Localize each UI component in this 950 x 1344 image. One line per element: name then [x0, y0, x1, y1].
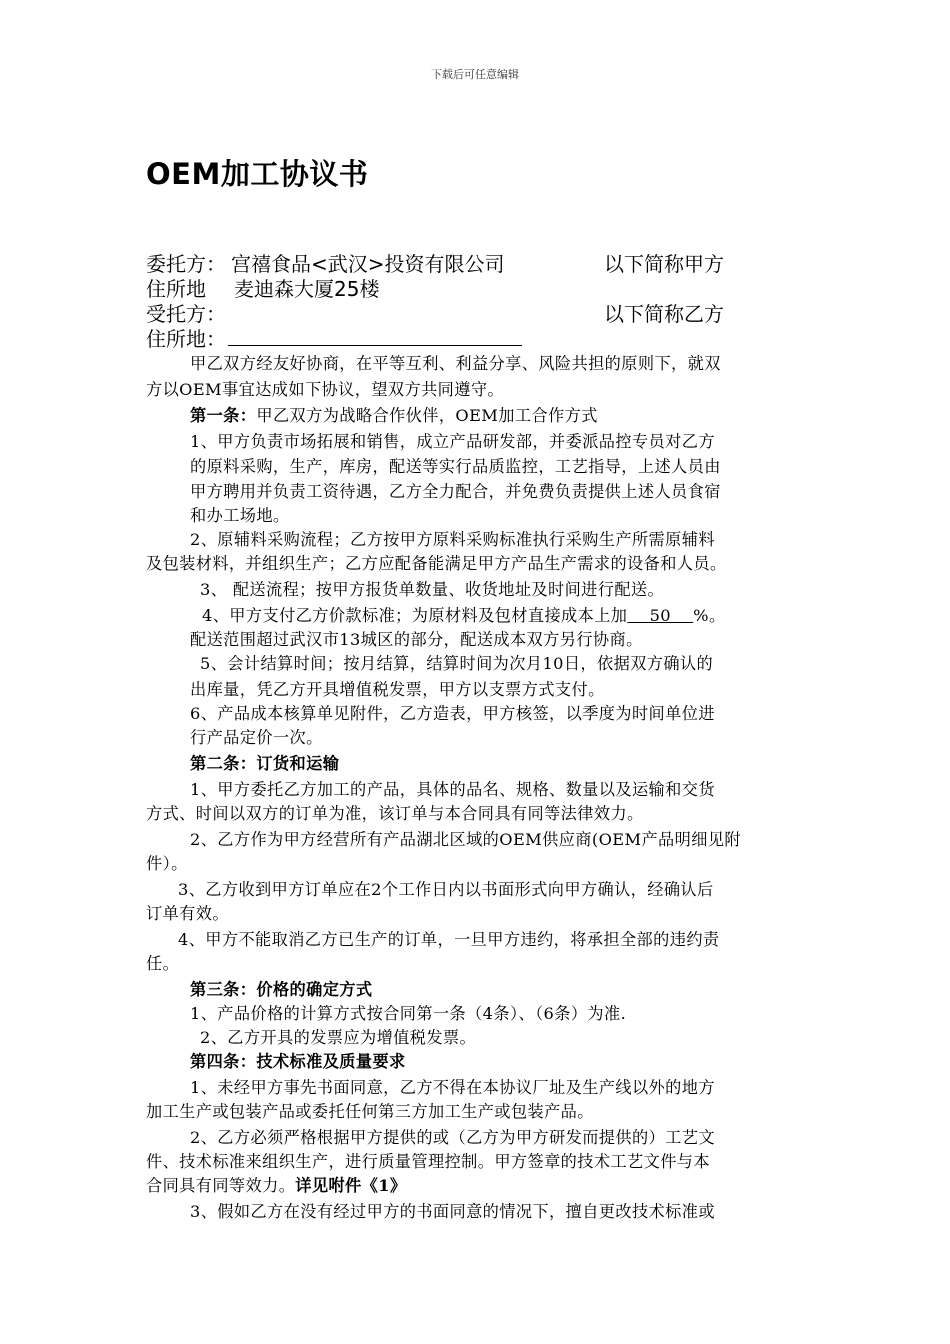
client-label: 委托方： [146, 252, 226, 276]
article-2-clause-1: 方式、时间以双方的订单为准，该订单与本合同具有同等法律效力。 [146, 804, 644, 823]
clause-text: 合同具有同等效力。 [146, 1176, 296, 1195]
page-header: 下载后可任意编辑 [431, 68, 519, 81]
article-1-heading [190, 402, 598, 426]
intro-line: 甲乙双方经友好协商，在平等互利、利益分享、风险共担的原则下，就双 [190, 354, 721, 373]
article-1-clause-4 [202, 602, 726, 626]
article-4-clause-2: 件、技术标准来组织生产，进行质量管理控制。甲方签章的技术工艺文件与本 [146, 1152, 710, 1171]
percent-sign: %。 [693, 606, 726, 625]
contractor-address-blank [228, 323, 522, 346]
article-2-clause-2: 2、乙方作为甲方经营所有产品湖北区域的OEM供应商(OEM产品明细见附 [190, 830, 741, 849]
contractor-label: 受托方： [146, 302, 226, 326]
article-1-clause-1: 的原料采购，生产，库房，配送等实行品质监控，工艺指导，上述人员由 [190, 457, 721, 476]
article-2-clause-4: 任。 [146, 954, 180, 973]
article-4-clause-2 [146, 1172, 407, 1196]
client-address: 麦迪森大厦25楼 [234, 277, 380, 301]
article-4-clause-1: 1、未经甲方事先书面同意，乙方不得在本协议厂址及生产线以外的地方 [190, 1078, 715, 1097]
article-1-clause-6: 行产品定价一次。 [190, 728, 323, 747]
article-1-clause-2: 2、原辅料采购流程；乙方按甲方原料采购标准执行采购生产所需原辅料 [190, 530, 715, 549]
article-1-heading-text: 甲乙双方为战略合作伙伴，OEM加工合作方式 [256, 406, 598, 425]
article-2-clause-3: 3、乙方收到甲方订单应在2个工作日内以书面形式向甲方确认，经确认后 [178, 880, 714, 899]
article-1-clause-3: 3、 配送流程；按甲方报货单数量、收货地址及时间进行配送。 [200, 580, 665, 599]
contractor-address-label: 住所地： [146, 327, 226, 351]
article-1-clause-1: 甲方聘用并负责工资待遇，乙方全力配合，并免费负责提供上述人员食宿 [190, 482, 721, 501]
document-title: OEM加工协议书 [146, 157, 369, 191]
client-alias: 以下简称甲方 [604, 252, 724, 276]
article-1-clause-1: 和办工场地。 [190, 506, 290, 525]
markup-percent: 50 [627, 606, 694, 625]
article-3-clause-2: 2、乙方开具的发票应为增值税发票。 [200, 1028, 477, 1047]
article-1-clause-4: 配送范围超过武汉市13城区的部分，配送成本双方另行协商。 [190, 630, 643, 649]
article-1-clause-6: 6、产品成本核算单见附件，乙方造表，甲方核签，以季度为时间单位进 [190, 704, 715, 723]
client-address-label: 住所地 [146, 277, 206, 301]
article-4-clause-3: 3、假如乙方在没有经过甲方的书面同意的情况下，擅自更改技术标准或 [190, 1202, 715, 1221]
contractor-alias: 以下简称乙方 [604, 302, 724, 326]
client-name: 宫禧食品<武汉>投资有限公司 [231, 252, 505, 276]
article-2-heading: 第二条：订货和运输 [190, 754, 340, 773]
article-2-clause-2: 件）。 [146, 854, 188, 873]
article-3-clause-1: 1、产品价格的计算方式按合同第一条（4条）、（6条）为准. [190, 1004, 627, 1023]
attachment-reference: 详见咐件《1》 [295, 1176, 407, 1195]
article-1-clause-2: 及包装材料，并组织生产；乙方应配备能满足甲方产品生产需求的设备和人员。 [146, 554, 727, 573]
article-4-heading: 第四条：技术标准及质量要求 [190, 1052, 406, 1071]
article-2-clause-3: 订单有效。 [146, 904, 229, 923]
article-2-clause-1: 1、甲方委托乙方加工的产品，具体的品名、规格、数量以及运输和交货 [190, 780, 715, 799]
article-3-heading: 第三条：价格的确定方式 [190, 980, 373, 999]
article-2-clause-4: 4、甲方不能取消乙方已生产的订单，一旦甲方违约，将承担全部的违约责 [178, 930, 720, 949]
article-1-clause-5: 出库量，凭乙方开具增值税发票，甲方以支票方式支付。 [190, 680, 605, 699]
article-1-heading-bold: 第一条： [190, 406, 257, 425]
article-1-clause-1: 1、甲方负责市场拓展和销售，成立产品研发部，并委派品控专员对乙方 [190, 432, 715, 451]
clause-4-text: 4、甲方支付乙方价款标准；为原材料及包材直接成本上加 [202, 606, 628, 625]
intro-line: 方以OEM事宜达成如下协议，望双方共同遵守。 [146, 380, 505, 399]
article-1-clause-5: 5、会计结算时间；按月结算，结算时间为次月10日，依据双方确认的 [200, 654, 714, 673]
article-4-clause-1: 加工生产或包装产品或委托任何第三方加工生产或包装产品。 [146, 1102, 594, 1121]
article-4-clause-2: 2、乙方必须严格根据甲方提供的或（乙方为甲方研发而提供的）工艺文 [190, 1128, 715, 1147]
